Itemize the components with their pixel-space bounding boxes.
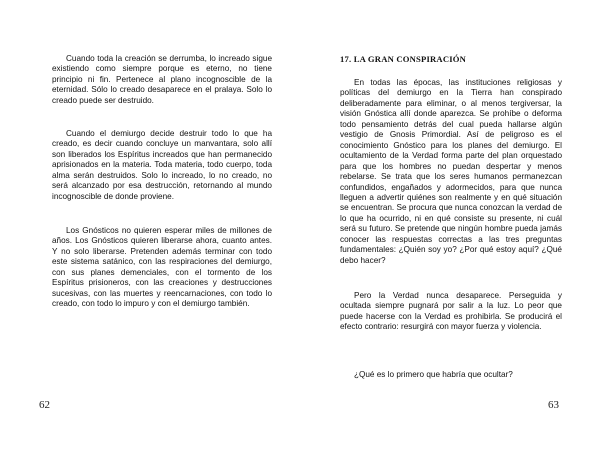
right-paragraph-3: ¿Qué es lo primero que habría que ocultar?	[354, 370, 513, 379]
right-page-number: 63	[548, 399, 559, 411]
left-paragraph-1: Cuando toda la creación se derrumba, lo increado sigue existiendo como siempre porque es eterno, no tiene principio ni fin. Pertenece al plano incognoscible de la eternidad. Sólo lo creado desaparece en el pralaya. Solo lo creado puede ser destruido.	[52, 54, 272, 105]
right-paragraph-2: Pero la Verdad nunca desaparece. Perseguida y ocultada siempre pugnará por salir a la luz. Lo peor que puede hacerse con la Verdad es prohibirla. Se producirá el efecto contrario: resurgirá con mayor fuerza y violencia.	[340, 291, 562, 332]
right-page	[300, 0, 600, 458]
left-paragraph-3: Los Gnósticos no quieren esperar miles de millones de años. Los Gnósticos quieren liberarse ahora, cuanto antes. Y no solo liberarse. Pretenden además terminar con todo este sistema satánico, con las respiraciones del demiurgo, con sus planes demenciales, con el tormento de los Espíritus prisioneros, con las creaciones y destrucciones sucesivas, con las muertes y reencarnaciones, con todo lo creado, con todo lo impuro y con el demiurgo también.	[52, 226, 272, 309]
chapter-heading: 17. LA GRAN CONSPIRACIÓN	[340, 54, 467, 64]
left-paragraph-2: Cuando el demiurgo decide destruir todo lo que ha creado, es decir cuando concluye un manvantara, solo allí son liberados los Espíritus increados que han permanecido aprisionados en la materia. Toda materia, todo cuerpo, toda alma serán destruidos. Solo lo increado, lo no creado, no será alcanzado por esa destrucción, retornando al mundo incognoscible de donde proviene.	[52, 129, 272, 201]
left-page-number: 62	[39, 399, 50, 411]
right-paragraph-1: En todas las épocas, las instituciones religiosas y políticas del demiurgo en la Tierra han conspirado deliberadamente para eliminar, o al menos tergiversar, la visión Gnóstica allí donde aparezca. Se prohíbe o deforma todo pensamiento detrás del cual pueda hallarse algún vestigio de Gnosis Primordial. Así de peligroso es el conocimiento Gnóstico para los planes del demiurgo. El ocultamiento de la Verdad forma parte del plan orquestado para que los hombres no puedan despertar y menos rebelarse. Se trata que los seres humanos permanezcan confundidos, engañados y adormecidos, para que nunca lleguen a advertir quiénes son realmente y en qué situación se encuentran. Se procura que nunca conozcan la verdad de lo que ha ocurrido, ni en qué consiste su presente, ni cuál será su futuro. Se pretende que ningún hombre pueda jamás conocer las respuestas correctas a las tres preguntas fundamentales: ¿Quién soy yo? ¿Por qué estoy aquí? ¿Qué debo hacer?	[340, 78, 562, 265]
